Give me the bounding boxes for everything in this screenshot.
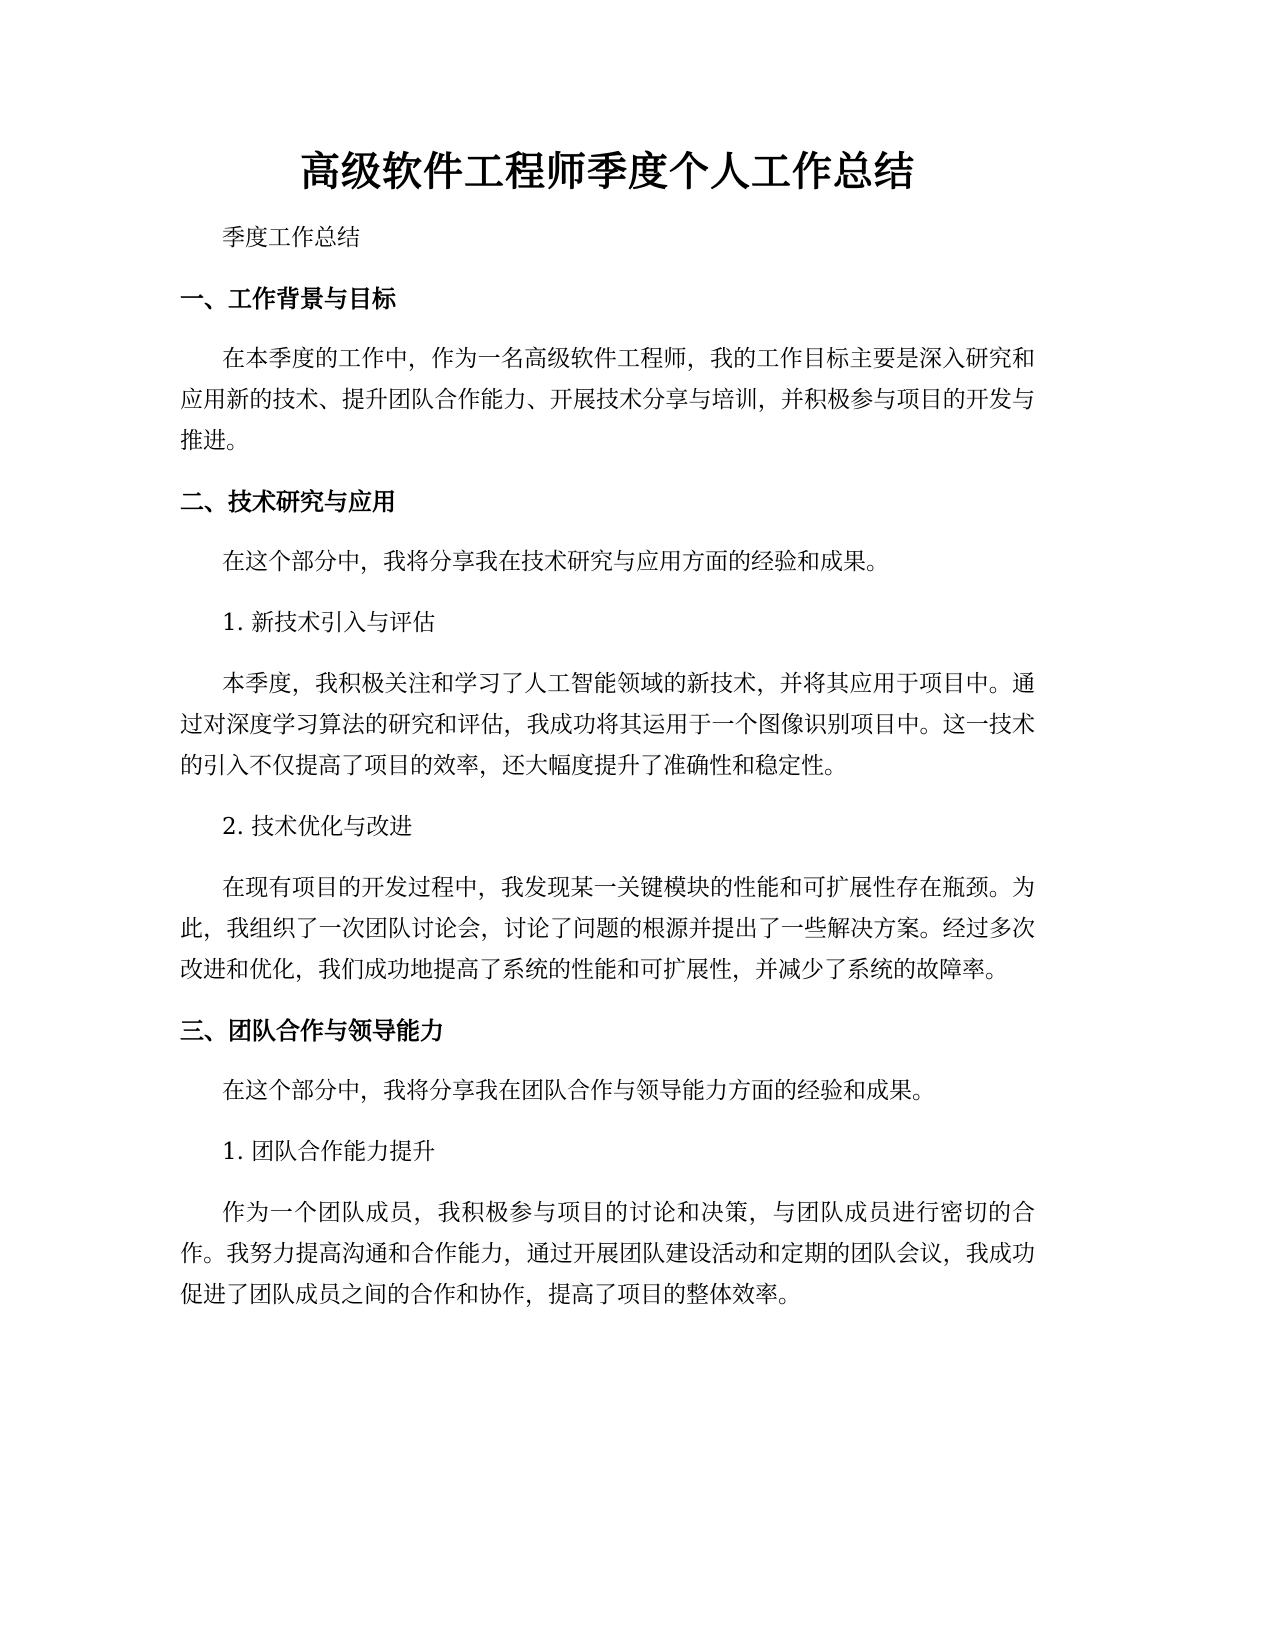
paragraph-teamwork-intro: 在这个部分中，我将分享我在团队合作与领导能力方面的经验和成果。 <box>222 1078 935 1104</box>
paragraph-tech-intro: 在这个部分中，我将分享我在技术研究与应用方面的经验和成果。 <box>222 549 889 575</box>
paragraph-new-tech: 本季度，我积极关注和学习了人工智能领域的新技术，并将其应用于项目中。通过对深度学习算法的研究和评估，我成功将其运用于一个图像识别项目中。这一技术的引入不仅提高了项目的效率，还大幅度提升了准确性和稳定性。 <box>180 671 1035 779</box>
paragraph-background-goals: 在本季度的工作中，作为一名高级软件工程师，我的工作目标主要是深入研究和应用新的技术、提升团队合作能力、开展技术分享与培训，并积极参与项目的开发与推进。 <box>180 346 1035 454</box>
subheading-teamwork-improvement: 1. 团队合作能力提升 <box>222 1139 436 1165</box>
section-heading-teamwork: 三、团队合作与领导能力 <box>180 1017 444 1045</box>
section-heading-tech-research: 二、技术研究与应用 <box>180 488 396 516</box>
section-heading-background: 一、工作背景与目标 <box>180 285 396 313</box>
document-body <box>180 140 1035 1336</box>
document-title: 高级软件工程师季度个人工作总结 <box>300 149 915 195</box>
subheading-tech-optimization: 2. 技术优化与改进 <box>222 814 413 840</box>
intro-line: 季度工作总结 <box>222 225 360 251</box>
paragraph-tech-optimization: 在现有项目的开发过程中，我发现某一关键模块的性能和可扩展性存在瓶颈。为此，我组织了一次团队讨论会，讨论了问题的根源并提出了一些解决方案。经过多次改进和优化，我们成功地提高了系统的性能和可扩展性，并减少了系统的故障率。 <box>180 875 1035 983</box>
subheading-new-tech: 1. 新技术引入与评估 <box>222 610 436 636</box>
paragraph-teamwork-improvement: 作为一个团队成员，我积极参与项目的讨论和决策，与团队成员进行密切的合作。我努力提高沟通和合作能力，通过开展团队建设活动和定期的团队会议，我成功促进了团队成员之间的合作和协作，提高了项目的整体效率。 <box>180 1200 1035 1308</box>
